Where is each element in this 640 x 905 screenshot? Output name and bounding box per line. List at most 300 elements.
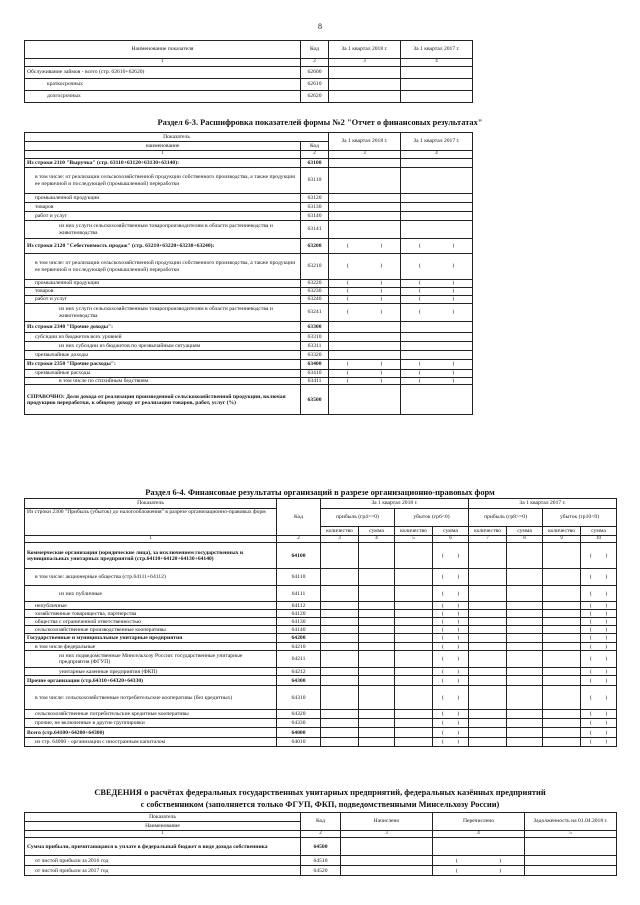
- value-cell: [507, 610, 543, 618]
- table-row: [25, 212, 473, 221]
- value-cell: [543, 728, 581, 738]
- value-cell: [395, 626, 433, 634]
- s63-num: 4: [401, 151, 473, 159]
- row-code: 63300: [301, 322, 329, 333]
- table-row: [25, 668, 617, 676]
- table-row: [25, 304, 473, 322]
- row-name: в том числе: от реализации сельскохозяйственной продукции собственного производства, а также продукции ее первичной и последующей (промышленной) переработки: [25, 254, 301, 280]
- loss-sum-cell: ( ): [581, 738, 617, 747]
- value-cell: [543, 618, 581, 626]
- loss-sum-cell: ( ): [581, 651, 617, 668]
- s63-header-name: наименование: [25, 142, 301, 151]
- section-6-3-title: Раздел 6-3. Расшифровка показателей формы №2 "Отчет о финансовых результатах": [157, 118, 483, 127]
- section-6-4-title: Раздел 6-4. Финансовые результаты организаций в разрезе организационно-правовых форм: [145, 488, 495, 497]
- s63-num: 1: [25, 151, 301, 159]
- value-cell: [329, 385, 401, 415]
- table-row: [25, 91, 473, 103]
- loss-sum-cell: ( ): [581, 686, 617, 710]
- loss-sum-cell: ( ): [433, 569, 469, 586]
- loss-sum-cell: ( ): [581, 634, 617, 643]
- value-cell: [359, 618, 395, 626]
- row-code: 62620: [301, 91, 329, 103]
- row-name: непубличные: [25, 602, 277, 610]
- s64-header-sum: сумма: [581, 527, 617, 536]
- row-code: 62600: [301, 67, 329, 79]
- row-name: из них субсидии из бюджетов по чрезвычайным ситуациям: [25, 342, 301, 351]
- value-cell: [543, 643, 581, 651]
- table-row: [25, 296, 473, 304]
- loss-sum-cell: ( ): [433, 610, 469, 618]
- value-cell: [395, 651, 433, 668]
- value-cell: [329, 342, 401, 351]
- table-row: [25, 634, 617, 643]
- value-cell: [321, 586, 359, 602]
- t1-header-name: Наименование показателя: [25, 41, 301, 59]
- s64-header-profit-2018: прибыль (гр4>=0): [321, 509, 395, 527]
- value-cell: [321, 643, 359, 651]
- loss-sum-cell: ( ): [581, 626, 617, 634]
- value-cell: ( ): [329, 370, 401, 378]
- row-name: из них подведомственные Минсельхозу России: государственные унитарные предприятия (ФГУП): [25, 651, 277, 668]
- row-name: от чистой прибыли за 2017 год: [25, 866, 301, 876]
- row-code: 64112: [277, 602, 321, 610]
- value-cell: ( ): [401, 370, 473, 378]
- row-code: 64120: [277, 610, 321, 618]
- table-row: [25, 618, 617, 626]
- s63-header-2018: За 1 квартал 2018 г.: [329, 133, 401, 151]
- s65-num: 4: [433, 831, 525, 838]
- loss-sum-cell: ( ): [581, 728, 617, 738]
- row-code: 63241: [301, 304, 329, 322]
- table-row: [25, 194, 473, 203]
- value-cell: [469, 728, 507, 738]
- value-cell: ( ): [401, 360, 473, 370]
- value-cell: [341, 866, 433, 876]
- row-code: 63141: [301, 221, 329, 239]
- loss-sum-cell: ( ): [433, 686, 469, 710]
- t1-num: 2: [301, 59, 329, 67]
- value-cell: [507, 676, 543, 686]
- row-code: 63200: [301, 239, 329, 254]
- value-cell: [543, 543, 581, 569]
- loss-sum-cell: ( ): [433, 618, 469, 626]
- value-cell: ( ): [401, 288, 473, 296]
- s64-header-code: Код: [277, 499, 321, 536]
- value-cell: [469, 738, 507, 747]
- value-cell: [507, 668, 543, 676]
- row-code: 64000: [277, 728, 321, 738]
- value-cell: [401, 79, 473, 91]
- value-cell: [543, 676, 581, 686]
- loss-sum-cell: ( ): [581, 610, 617, 618]
- row-name: промышленной продукции: [25, 280, 301, 288]
- value-cell: [543, 719, 581, 728]
- value-cell: [525, 838, 617, 856]
- value-cell: [321, 626, 359, 634]
- value-cell: ( ): [329, 360, 401, 370]
- value-cell: [321, 738, 359, 747]
- row-name: общества с ограниченной ответственностью: [25, 618, 277, 626]
- value-cell: [507, 738, 543, 747]
- row-name: в том числе: акционерные общества (стр.64111+64112): [25, 569, 277, 586]
- value-cell: ( ): [401, 296, 473, 304]
- value-cell: [543, 710, 581, 719]
- loss-sum-cell: ( ): [433, 543, 469, 569]
- s63-num: 2: [301, 151, 329, 159]
- loss-sum-cell: ( ): [433, 651, 469, 668]
- s64-header-sum: сумма: [359, 527, 395, 536]
- value-cell: [401, 203, 473, 212]
- value-cell: [543, 634, 581, 643]
- value-cell: [359, 569, 395, 586]
- table-row: [25, 643, 617, 651]
- value-cell: [507, 618, 543, 626]
- value-cell: [401, 91, 473, 103]
- row-code: 64320: [277, 710, 321, 719]
- value-cell: [469, 651, 507, 668]
- row-code: 64300: [277, 676, 321, 686]
- loss-sum-cell: ( ): [433, 738, 469, 747]
- t1-header-2017: За 1 квартал 2017 г.: [401, 41, 473, 59]
- value-cell: [401, 159, 473, 168]
- row-name: чрезвычайные расходы: [25, 370, 301, 378]
- row-code: 63240: [301, 296, 329, 304]
- value-cell: [507, 719, 543, 728]
- row-name: сельскохозяйственные производственные кооперативы: [25, 626, 277, 634]
- value-cell: [469, 634, 507, 643]
- table-row: [25, 569, 617, 586]
- row-name: хозяйственные товарищества, партнерства: [25, 610, 277, 618]
- row-name: Коммерческие организации (юридические лица), за исключением государственных и муниципальных унитарных предприятий (стр.64110+64120+64130+64140): [25, 543, 277, 569]
- table-row: [25, 856, 617, 866]
- value-cell: [395, 668, 433, 676]
- value-cell: ( ): [329, 239, 401, 254]
- row-name: унитарные казенные предприятия (ФКП): [25, 668, 277, 676]
- row-code: 63110: [301, 168, 329, 194]
- value-cell: [359, 626, 395, 634]
- loss-sum-cell: ( ): [581, 586, 617, 602]
- loss-sum-cell: ( ): [433, 728, 469, 738]
- s65-header-accrued: Начислено: [341, 813, 433, 831]
- table-row: [25, 719, 617, 728]
- row-name: сельскохозяйственные потребительские кредитные кооперативы: [25, 710, 277, 719]
- row-code: 63310: [301, 333, 329, 342]
- value-cell: [469, 676, 507, 686]
- t1-num: 3: [329, 59, 401, 67]
- row-code: 63311: [301, 342, 329, 351]
- table-row: [25, 168, 473, 194]
- row-name: в том числе по стихийным бедствиям: [25, 378, 301, 385]
- value-cell: [469, 602, 507, 610]
- s63-header-pokazatel: Показатель: [25, 133, 329, 142]
- value-cell: [401, 221, 473, 239]
- s64-num: 2: [277, 536, 321, 543]
- loss-sum-cell: ( ): [433, 634, 469, 643]
- value-cell: [359, 651, 395, 668]
- value-cell: [329, 67, 401, 79]
- row-code: 63411: [301, 378, 329, 385]
- row-name: работ и услуг: [25, 212, 301, 221]
- row-code: 63130: [301, 203, 329, 212]
- value-cell: [401, 168, 473, 194]
- loss-sum-cell: ( ): [581, 543, 617, 569]
- s65-num: 2: [301, 831, 341, 838]
- t1-num: 4: [401, 59, 473, 67]
- value-cell: [321, 651, 359, 668]
- value-cell: [359, 728, 395, 738]
- s65-header-code: Код: [301, 813, 341, 831]
- value-cell: [395, 710, 433, 719]
- s64-num: 4: [359, 536, 395, 543]
- value-cell: [543, 686, 581, 710]
- row-code: 64140: [277, 626, 321, 634]
- table-row: [25, 254, 473, 280]
- value-cell: [507, 586, 543, 602]
- row-name: из них услуги сельскохозяйственным товаропроизводителям в области растениеводства и животноводства: [25, 304, 301, 322]
- row-name: Из строки 2350 "Прочие расходы":: [25, 360, 301, 370]
- value-cell: [469, 543, 507, 569]
- row-name: субсидии из бюджетов всех уровней: [25, 333, 301, 342]
- value-cell: [321, 719, 359, 728]
- row-code: 63140: [301, 212, 329, 221]
- row-name: долгосрочных: [25, 91, 301, 103]
- t1-num: 1: [25, 59, 301, 67]
- s64-header-sum: сумма: [507, 527, 543, 536]
- value-cell: [543, 626, 581, 634]
- table-row: [25, 360, 473, 370]
- value-cell: [359, 676, 395, 686]
- value-cell: [341, 838, 433, 856]
- s64-num: 9: [543, 536, 581, 543]
- value-cell: [401, 67, 473, 79]
- value-cell: [359, 738, 395, 747]
- row-name: чрезвычайные доходы: [25, 351, 301, 360]
- value-cell: [359, 602, 395, 610]
- row-name: от чистой прибыли за 2016 год: [25, 856, 301, 866]
- value-cell: [321, 728, 359, 738]
- value-cell: [469, 610, 507, 618]
- table-row: [25, 351, 473, 360]
- s65-num: 5: [525, 831, 617, 838]
- value-cell: [395, 719, 433, 728]
- s64-num: 7: [469, 536, 507, 543]
- table-row: [25, 728, 617, 738]
- value-cell: [469, 719, 507, 728]
- row-name: Из строки 2340 "Прочие доходы":: [25, 322, 301, 333]
- value-cell: [401, 322, 473, 333]
- table-row: [25, 385, 473, 415]
- value-cell: [543, 668, 581, 676]
- value-cell: [395, 738, 433, 747]
- s64-header-qty: количество: [469, 527, 507, 536]
- value-cell: ( ): [433, 856, 525, 866]
- value-cell: [543, 610, 581, 618]
- row-code: 64510: [301, 856, 341, 866]
- table-row: [25, 710, 617, 719]
- row-code: 63100: [301, 159, 329, 168]
- table-row: [25, 370, 473, 378]
- row-name: из стр. 64000 - организации с иностранным капиталом: [25, 738, 277, 747]
- value-cell: [543, 651, 581, 668]
- row-code: 64200: [277, 634, 321, 643]
- value-cell: [321, 610, 359, 618]
- value-cell: [525, 866, 617, 876]
- value-cell: [401, 194, 473, 203]
- s64-header-qty: количество: [321, 527, 359, 536]
- value-cell: [395, 686, 433, 710]
- value-cell: ( ): [329, 288, 401, 296]
- loss-sum-cell: ( ): [581, 676, 617, 686]
- value-cell: [469, 686, 507, 710]
- value-cell: [401, 342, 473, 351]
- s65-num: 1: [25, 831, 301, 838]
- value-cell: [469, 569, 507, 586]
- value-cell: [395, 569, 433, 586]
- value-cell: [469, 626, 507, 634]
- section-6-5-title-line1: СВЕДЕНИЯ о расчётах федеральных государственных унитарных предприятий, федеральных казённых предприятий: [94, 788, 546, 797]
- s63-header-code: Код: [301, 142, 329, 151]
- loss-sum-cell: ( ): [433, 710, 469, 719]
- value-cell: [329, 194, 401, 203]
- value-cell: [329, 91, 401, 103]
- table-row: [25, 322, 473, 333]
- page-number: 8: [318, 22, 322, 31]
- value-cell: [321, 634, 359, 643]
- value-cell: [543, 586, 581, 602]
- value-cell: [507, 651, 543, 668]
- table-row: [25, 221, 473, 239]
- table-row: [25, 333, 473, 342]
- s63-header-2017: За 1 квартал 2017 г.: [401, 133, 473, 151]
- table-row: [25, 602, 617, 610]
- row-name: в том числе: сельскохозяйственные потребительские кооперативы (без кредитных): [25, 686, 277, 710]
- loss-sum-cell: ( ): [433, 602, 469, 610]
- loss-sum-cell: ( ): [581, 618, 617, 626]
- value-cell: [329, 351, 401, 360]
- row-name: из них публичные: [25, 586, 277, 602]
- value-cell: [321, 710, 359, 719]
- s64-header-sum: сумма: [433, 527, 469, 536]
- s65-header-name: Наименование: [25, 822, 301, 831]
- table-row: [25, 686, 617, 710]
- value-cell: [359, 634, 395, 643]
- row-name: товаров: [25, 203, 301, 212]
- value-cell: [329, 333, 401, 342]
- value-cell: [543, 738, 581, 747]
- loss-sum-cell: ( ): [433, 676, 469, 686]
- value-cell: [329, 212, 401, 221]
- s64-header-qty: количество: [395, 527, 433, 536]
- value-cell: [321, 543, 359, 569]
- row-name: Сумма прибыли, причитающаяся к уплате в федеральный бюджет в виде дохода собственника: [25, 838, 301, 856]
- value-cell: ( ): [329, 254, 401, 280]
- row-name: СПРАВОЧНО: Доля дохода от реализации произведенной сельскохозяйственной продукции, включая продукцию переработки, к общему доходу от реализации товаров, работ, услуг (%): [25, 385, 301, 415]
- value-cell: [401, 333, 473, 342]
- row-code: 64330: [277, 719, 321, 728]
- value-cell: [321, 602, 359, 610]
- s64-header-2017: За 1 квартал 2017 г.: [469, 499, 617, 509]
- table-row: [25, 543, 617, 569]
- table-row: [25, 626, 617, 634]
- value-cell: [507, 569, 543, 586]
- row-name: в том числе федеральные: [25, 643, 277, 651]
- s64-header-loss-2017: убыток (гр10<0): [543, 509, 617, 527]
- row-code: 63210: [301, 254, 329, 280]
- row-name: Государственные и муниципальные унитарные предприятия: [25, 634, 277, 643]
- value-cell: [469, 618, 507, 626]
- row-code: 63410: [301, 370, 329, 378]
- table-row: [25, 586, 617, 602]
- row-code: 63500: [301, 385, 329, 415]
- table-row: [25, 342, 473, 351]
- s64-header-2018: За 1 квартал 2018 г.: [321, 499, 469, 509]
- row-name: Из строки 2110 "Выручка" (стр. 63110+63120+63130+63140):: [25, 159, 301, 168]
- loss-sum-cell: ( ): [433, 719, 469, 728]
- s65-header-transferred: Перечислено: [433, 813, 525, 831]
- row-code: 63320: [301, 351, 329, 360]
- row-code: 64111: [277, 586, 321, 602]
- value-cell: [329, 221, 401, 239]
- s64-header-pokazatel: Показатель: [25, 499, 277, 509]
- table-row: [25, 79, 473, 91]
- row-name: Всего (стр.64100+64200+64300): [25, 728, 277, 738]
- value-cell: [507, 543, 543, 569]
- row-code: 64130: [277, 618, 321, 626]
- section-6-4-table: [24, 498, 617, 747]
- value-cell: [395, 586, 433, 602]
- t1-header-2018: За 1 квартал 2018 г.: [329, 41, 401, 59]
- value-cell: [395, 634, 433, 643]
- row-code: 64212: [277, 668, 321, 676]
- row-name: Из строки 2120 "Себестоимость продаж" (стр. 63210+63220+63230+63240):: [25, 239, 301, 254]
- table-row: [25, 378, 473, 385]
- value-cell: [507, 728, 543, 738]
- value-cell: ( ): [433, 866, 525, 876]
- table-row: [25, 239, 473, 254]
- s65-num: 3: [341, 831, 433, 838]
- value-cell: [401, 212, 473, 221]
- row-code: 64210: [277, 643, 321, 651]
- value-cell: [507, 643, 543, 651]
- value-cell: [507, 710, 543, 719]
- loss-sum-cell: ( ): [433, 643, 469, 651]
- value-cell: [321, 676, 359, 686]
- row-code: 64500: [301, 838, 341, 856]
- value-cell: ( ): [401, 280, 473, 288]
- value-cell: ( ): [329, 378, 401, 385]
- value-cell: [469, 710, 507, 719]
- row-code: 62610: [301, 79, 329, 91]
- value-cell: ( ): [329, 280, 401, 288]
- value-cell: [341, 856, 433, 866]
- loss-sum-cell: ( ): [581, 602, 617, 610]
- value-cell: ( ): [401, 239, 473, 254]
- row-name: товаров: [25, 288, 301, 296]
- s64-header-qty: количество: [543, 527, 581, 536]
- s64-header-name: Из строки 2300 "Прибыль (убыток) до налогообложения" в разрезе организационно-правовых форм: [25, 509, 277, 536]
- value-cell: [401, 351, 473, 360]
- table-row: [25, 159, 473, 168]
- table-row: [25, 838, 617, 856]
- s65-header-debt: Задолженность на 01.04.2018 г.: [525, 813, 617, 831]
- value-cell: [507, 634, 543, 643]
- row-name: Обслуживание займов - всего (стр. 62610+62620): [25, 67, 301, 79]
- row-name: работ и услуг: [25, 296, 301, 304]
- value-cell: ( ): [329, 296, 401, 304]
- value-cell: [359, 686, 395, 710]
- s64-num: 5: [395, 536, 433, 543]
- loss-sum-cell: ( ): [581, 668, 617, 676]
